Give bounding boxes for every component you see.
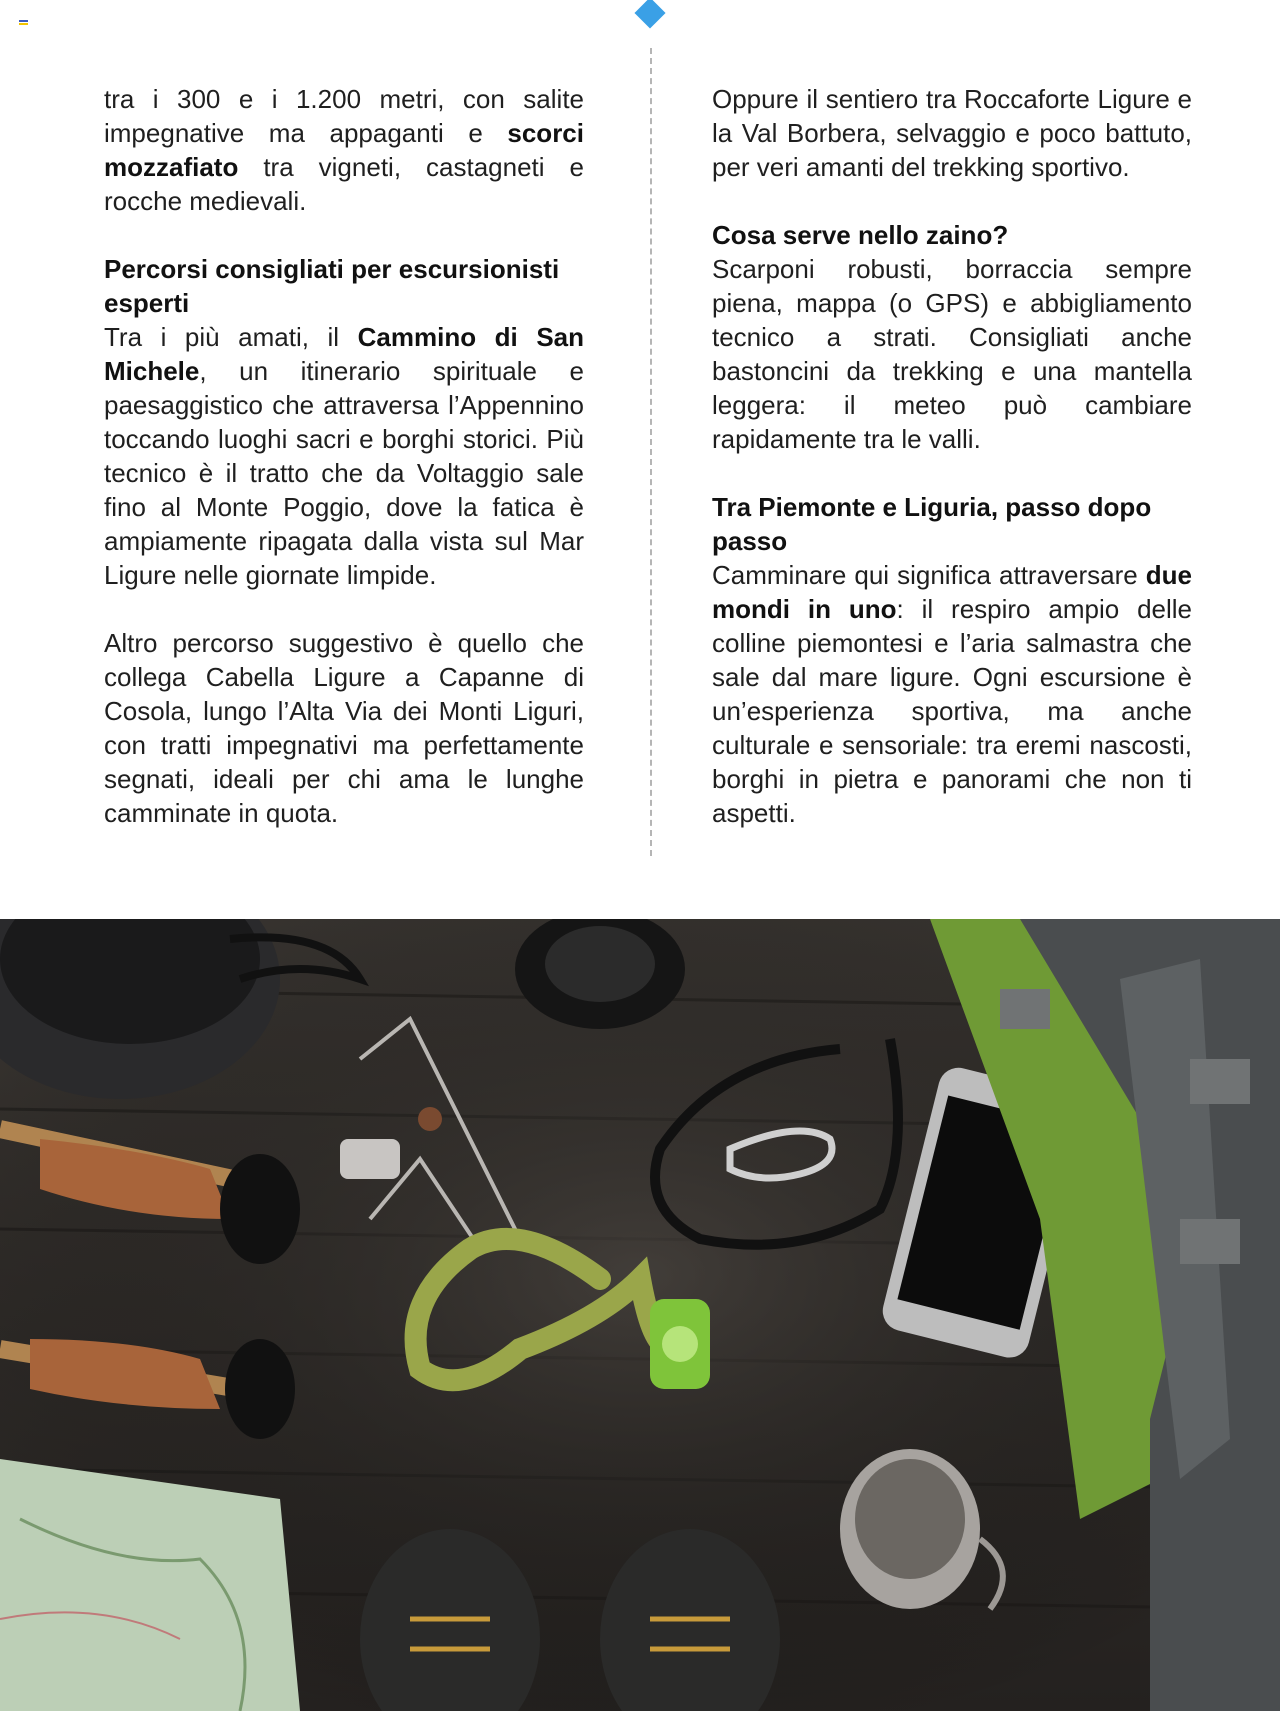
- left-column: [104, 82, 584, 830]
- diamond-marker-icon: [634, 0, 665, 29]
- language-flag-icon[interactable]: [19, 20, 28, 27]
- heading-piemonte-liguria: Tra Piemonte e Liguria, passo dopo passo: [712, 492, 1152, 556]
- right-paragraph-1: Oppure il sentiero tra Roccaforte Ligure e la Val Borbera, selvaggio e poco battuto, per veri amanti del trekking sportivo.: [712, 84, 1192, 182]
- heading-expert-routes: Percorsi consigliati per escursionisti esperti: [104, 254, 560, 318]
- left-paragraph-2: Tra i più amati, il Cammino di San Michele, un itinerario spirituale e paesaggistico che attraversa l’Appennino toccando luoghi sacri e borghi storici. Più tecnico è il tratto che da Voltaggio sale fino al Monte Poggio, dove la fatica è ampiamente ripagata dalla vista sul Mar Ligure nelle giornate limpide.: [104, 322, 584, 590]
- right-paragraph-3: Camminare qui significa attraversare due mondi in uno: il respiro ampio delle colline piemontesi e l’aria salmastra che sale dal mare ligure. Ogni escursione è un’esperienza sportiva, ma anche culturale e sensoriale: tra eremi nascosti, borghi in pietra e panorami che non ti aspetti.: [712, 560, 1193, 828]
- hiking-gear-photo: [0, 919, 1280, 1711]
- trail-map: [0, 1459, 300, 1711]
- left-paragraph-1: tra i 300 e i 1.200 metri, con salite impegnative ma appaganti e scorci mozzafiato tra vigneti, castagneti e rocche medievali.: [104, 84, 584, 216]
- column-divider: [650, 48, 652, 856]
- right-column: [712, 82, 1192, 830]
- right-paragraph-2: Scarponi robusti, borraccia sempre piena, mappa (o GPS) e abbigliamento tecnico a strati. Consigliati anche bastoncini da trekking e una mantella leggera: il meteo può cambiare rapidamente tra le valli.: [712, 254, 1192, 454]
- left-paragraph-3: Altro percorso suggestivo è quello che collega Cabella Ligure a Capanne di Cosola, lungo l’Alta Via dei Monti Liguri, con tratti impegnativi ma perfettamente segnati, ideali per chi ama le lunghe camminate in quota.: [104, 628, 584, 828]
- heading-backpack: Cosa serve nello zaino?: [712, 220, 1009, 250]
